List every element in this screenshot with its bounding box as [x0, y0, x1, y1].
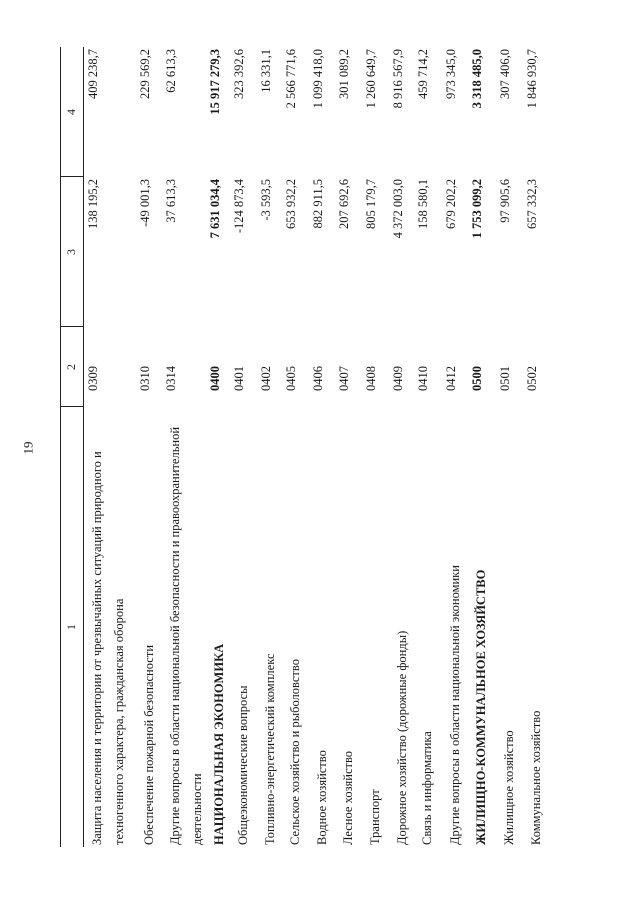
row-value-col3: 7 631 034,4: [208, 179, 222, 239]
row-value-col3: -124 873,4: [232, 179, 246, 234]
row-code: 0410: [416, 366, 430, 391]
row-value-col4: 3 318 485,0: [470, 49, 484, 109]
row-value-col3: -49 001,3: [138, 179, 152, 227]
page-number: 19: [20, 441, 36, 455]
row-code: 0401: [232, 366, 246, 391]
row-value-col4: 459 714,2: [416, 49, 430, 99]
row-value-col3: -3 593,5: [259, 179, 273, 221]
row-name: Сельское хозяйство и рыболовство: [288, 659, 302, 845]
row-value-col3: 657 332,3: [525, 179, 539, 229]
row-code: 0402: [259, 366, 273, 391]
header-col-2: 2: [64, 364, 78, 370]
row-value-col3: 207 692,6: [337, 179, 351, 229]
row-code: 0314: [164, 366, 178, 391]
row-value-col4: 301 089,2: [337, 49, 351, 99]
row-name: Связь и информатика: [420, 731, 434, 845]
row-name: Жилищное хозяйство: [502, 730, 516, 845]
row-value-col3: 97 905,6: [498, 179, 512, 223]
row-name: Лесное хозяйство: [341, 750, 355, 845]
row-code: 0408: [364, 366, 378, 391]
row-value-col4: 8 916 567,9: [391, 49, 405, 109]
row-value-col3: 37 613,3: [164, 179, 178, 223]
row-name: Дорожное хозяйство (дорожные фонды): [395, 630, 409, 845]
row-name: НАЦИОНАЛЬНАЯ ЭКОНОМИКА: [212, 643, 226, 845]
table-header: [60, 47, 84, 847]
row-code: 0406: [311, 366, 325, 391]
row-value-col3: 882 911,5: [311, 179, 325, 229]
row-value-col4: 973 345,0: [444, 49, 458, 99]
row-value-col3: 653 932,2: [284, 179, 298, 229]
row-value-col4: 2 566 771,6: [284, 49, 298, 109]
row-value-col4: 15 917 279,3: [208, 49, 222, 115]
row-code: 0310: [138, 366, 152, 391]
row-name: Топливно-энергетический комплекс: [263, 653, 277, 845]
header-col-1: 1: [64, 624, 78, 630]
row-value-col3: 4 372 003,0: [391, 179, 405, 239]
row-code: 0407: [337, 366, 351, 391]
row-value-col3: 1 753 099,2: [470, 179, 484, 239]
row-name: ЖИЛИЩНО-КОММУНАЛЬНОЕ ХОЗЯЙСТВО: [474, 569, 488, 845]
header-col-4: 4: [64, 109, 78, 115]
budget-table: [60, 47, 580, 847]
row-code: 0502: [525, 366, 539, 391]
row-code: 0412: [444, 366, 458, 391]
row-code: 0405: [284, 366, 298, 391]
header-col-3: 3: [64, 249, 78, 255]
row-name: Транспорт: [368, 789, 382, 845]
row-value-col3: 805 179,7: [364, 179, 378, 229]
row-name: Общеэкономические вопросы: [236, 685, 250, 845]
row-code: 0409: [391, 366, 405, 391]
row-code: 0501: [498, 366, 512, 391]
row-name: Обеспечение пожарной безопасности: [142, 644, 156, 845]
row-value-col4: 1 260 649,7: [364, 49, 378, 109]
row-name: Защита населения и территории от чрезвычайных ситуаций природного и техногенного характера, гражданская оборона: [90, 451, 126, 845]
row-value-col4: 323 392,6: [232, 49, 246, 99]
row-name: Водное хозяйство: [315, 750, 329, 845]
row-value-col4: 229 569,2: [138, 49, 152, 99]
row-value-col4: 409 238,7: [86, 49, 100, 99]
row-code: 0500: [470, 366, 484, 391]
row-value-col4: 16 331,1: [259, 49, 273, 93]
row-value-col4: 62 613,3: [164, 49, 178, 93]
row-value-col3: 679 202,2: [444, 179, 458, 229]
row-value-col3: 158 580,1: [416, 179, 430, 229]
row-value-col4: 1 099 418,0: [311, 49, 325, 109]
row-name: Другие вопросы в области национальной экономики: [448, 565, 462, 845]
row-value-col3: 138 195,2: [86, 179, 100, 229]
row-value-col4: 307 406,0: [498, 49, 512, 99]
row-code: 0400: [208, 366, 222, 391]
row-name: Другие вопросы в области национальной безопасности и правоохранительной деятельности: [168, 426, 204, 845]
row-value-col4: 1 846 930,7: [525, 49, 539, 109]
row-code: 0309: [86, 366, 100, 391]
row-name: Коммунальное хозяйство: [529, 710, 543, 845]
